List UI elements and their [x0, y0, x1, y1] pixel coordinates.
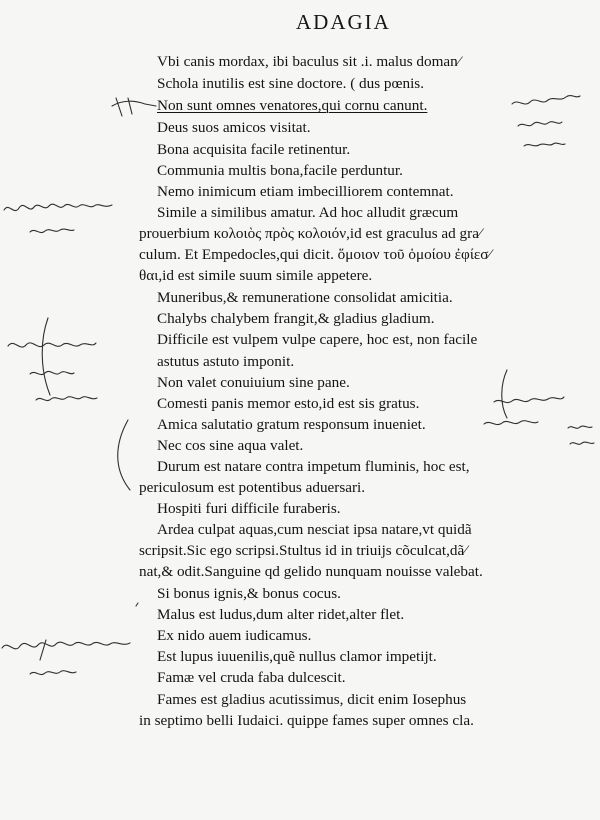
adage-line: astutus astuto imponit. [157, 353, 295, 370]
adage-line: Est lupus iuuenilis,quẽ nullus clamor impetijt. [157, 648, 437, 665]
adage-line: Malus est ludus,dum alter ridet,alter flet. [157, 606, 405, 623]
adage-line: Vbi canis mordax, ibi baculus sit .i. malus doman⁄ [157, 53, 461, 70]
adage-line: Ex nido auem iudicamus. [157, 627, 312, 644]
adage-line: culum. Et Empedocles,qui dicit. ὅμοιον τοῦ ὁμοίου ἐφίεσ⁄ [139, 246, 492, 263]
adage-line: Deus suos amicos visitat. [157, 119, 311, 136]
adage-line: Non valet conuiuium sine pane. [157, 374, 350, 391]
adage-line: Famæ vel cruda faba dulcescit. [157, 669, 346, 686]
adage-line: Durum est natare contra impetum fluminis, hoc est, [157, 458, 470, 475]
adage-line: Bona acquisita facile retinentur. [157, 141, 351, 158]
adage-line: scripsit.Sic ego scripsi.Stultus id in triuijs cõculcat,dã⁄ [139, 542, 467, 559]
adage-line: Si bonus ignis,& bonus cocus. [157, 585, 341, 602]
adage-line: prouerbium κολοιὸς πρὸς κολοιόν,id est graculus ad gra⁄ [139, 225, 482, 242]
adage-line: Comesti panis memor esto,id est sis gratus. [157, 395, 420, 412]
adage-line: Difficile est vulpem vulpe capere, hoc est, non facile [157, 331, 478, 348]
adage-line: in septimo belli Iudaici. quippe fames super omnes cla. [139, 712, 474, 729]
adage-line: periculosum est potentibus aduersari. [139, 479, 366, 496]
adage-line: Nec cos sine aqua valet. [157, 437, 304, 454]
adage-line: Ardea culpat aquas,cum nesciat ipsa natare,vt quidã [157, 521, 472, 538]
adage-line: Hospiti furi difficile furaberis. [157, 500, 341, 517]
running-head: ADAGIA [296, 10, 391, 34]
adage-line: nat,& odit.Sanguine qd gelido nunquam nouisse valebat. [139, 563, 483, 580]
adage-line: Muneribus,& remuneratione consolidat amicitia. [157, 289, 453, 306]
adage-line: Nemo inimicum etiam imbecilliorem contemnat. [157, 183, 454, 200]
adage-line: Fames est gladius acutissimus, dicit enim Iosephus [157, 691, 467, 708]
adage-line: Chalybs chalybem frangit,& gladius gladium. [157, 310, 435, 327]
adage-line-underlined: Non sunt omnes venatores,qui cornu canunt. [157, 97, 428, 114]
adage-line: Communia multis bona,facile perduntur. [157, 162, 403, 179]
adage-line: θαι,id est simile suum simile appetere. [139, 267, 373, 284]
adage-line: Simile a similibus amatur. Ad hoc alludit græcum [157, 204, 459, 221]
adage-line: Amica salutatio gratum responsum inueniet. [157, 416, 426, 433]
adage-line: Schola inutilis est sine doctore. ( dus pœnis. [157, 75, 425, 92]
